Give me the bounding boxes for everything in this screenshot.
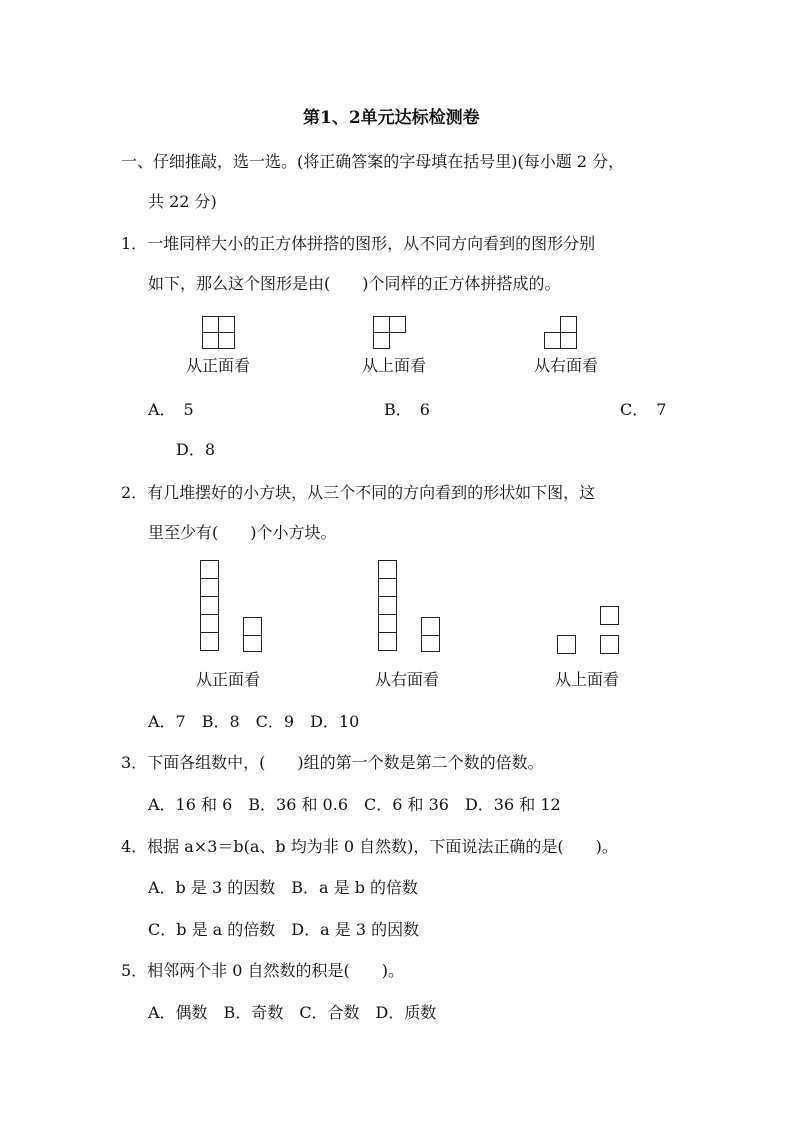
page-title: 第1、2单元达标检测卷 [303, 108, 480, 128]
q1-stem-line1: 1．一堆同样大小的正方体拼搭的图形，从不同方向看到的图形分别 [121, 234, 596, 253]
q2-stem-line2: 里至少有( )个小方块。 [148, 523, 337, 542]
q1-option-c: C． 7 [620, 400, 667, 419]
q1-stem-line2: 如下，那么这个图形是由( )个同样的正方体拼搭成的。 [148, 274, 561, 293]
q4-options-line2: C．b 是 a 的倍数 D．a 是 3 的因数 [148, 920, 420, 939]
q2-options: A．7 B．8 C．9 D．10 [148, 712, 360, 731]
q1-option-a: A． 5 [148, 400, 194, 419]
q2-view-label-front: 从正面看 [196, 670, 261, 689]
section-heading-line2: 共 22 分) [148, 192, 217, 211]
q5-options: A．偶数 B．奇数 C．合数 D．质数 [148, 1003, 437, 1022]
section-heading-line1: 一、仔细推敲，选一选。(将正确答案的字母填在括号里)(每小题 2 分， [121, 152, 625, 171]
q5-stem: 5．相邻两个非 0 自然数的积是( )。 [121, 961, 405, 980]
q1-option-d: D．8 [176, 440, 216, 459]
q3-options: A．16 和 6 B．36 和 0.6 C．6 和 36 D．36 和 12 [148, 795, 561, 814]
q1-view-label-top: 从上面看 [362, 356, 427, 375]
q4-stem: 4．根据 a×3＝b(a、b 均为非 0 自然数)，下面说法正确的是( )。 [121, 837, 618, 856]
q1-view-label-right: 从右面看 [534, 356, 599, 375]
q2-stem-line1: 2．有几堆摆好的小方块，从三个不同的方向看到的形状如下图，这 [121, 483, 596, 502]
q1-option-b: B． 6 [384, 400, 430, 419]
q2-view-label-top: 从上面看 [555, 670, 620, 689]
q3-stem: 3．下面各组数中，( )组的第一个数是第二个数的倍数。 [121, 753, 544, 772]
q1-view-label-front: 从正面看 [186, 356, 251, 375]
q2-view-label-right: 从右面看 [375, 670, 440, 689]
q4-options-line1: A．b 是 3 的因数 B．a 是 b 的倍数 [148, 878, 419, 897]
